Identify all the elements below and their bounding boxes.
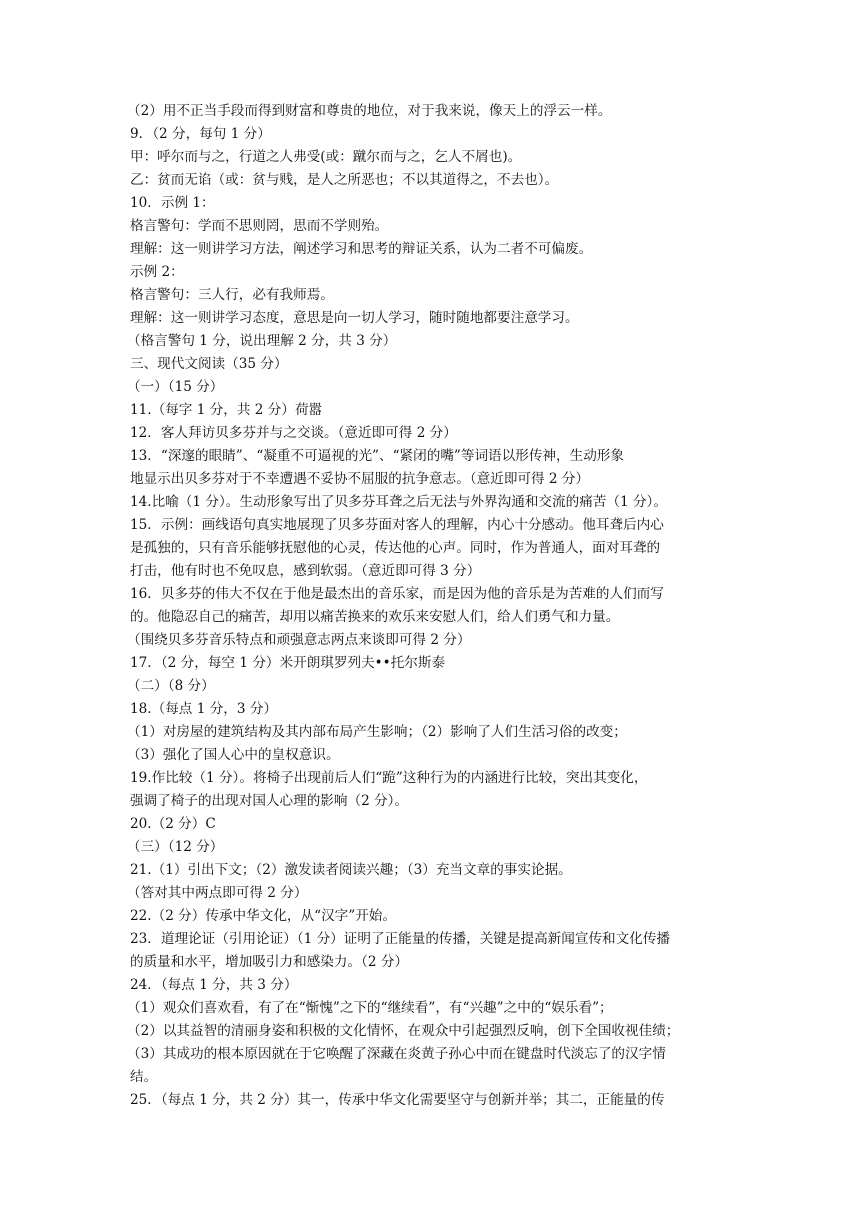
text-line: 示例 2：	[130, 264, 184, 280]
text-line: 12．客人拜访贝多芬并与之交谈。（意近即可得 2 分）	[130, 425, 457, 441]
text-line: 24．（每点 1 分，共 3 分）	[130, 977, 298, 993]
answer-document	[127, 100, 740, 1112]
text-line: 21.（1）引出下文；（2）激发读者阅读兴趣；（3）充当文章的事实论据。	[130, 862, 572, 878]
text-line: 14.比喻（1 分）。生动形象写出了贝多芬耳聋之后无法与外界沟通和交流的痛苦（1 分）。	[130, 494, 667, 510]
text-line: 22.（2 分）传承中华文化，从“汉字”开始。	[130, 908, 396, 924]
text-line: 是孤独的，只有音乐能够抚慰他的心灵，传达他的心声。同时，作为普通人，面对耳聋的	[130, 540, 661, 556]
text-line: （1）对房屋的建筑结构及其内部布局产生影响；（2）影响了人们生活习俗的改变；	[127, 724, 627, 740]
text-line: 23．道理论证（引用论证）（1 分）证明了正能量的传播，关键是提高新闻宣传和文化传播	[130, 931, 671, 947]
text-line: 11.（每字 1 分，共 2 分）荷嚣	[130, 402, 323, 418]
text-line: 20.（2 分）C	[130, 816, 216, 832]
text-line: 乙：贫而无谄（或：贫与贱，是人之所恶也；不以其道得之，不去也）。	[130, 172, 559, 188]
text-line: 19.作比较（1 分）。将椅子出现前后人们“跪”这种行为的内涵进行比较，突出其变化，	[130, 770, 648, 786]
section-heading: 三、现代文阅读（35 分）	[130, 356, 288, 372]
text-line: 地显示出贝多芬对于不幸遭遇不妥协不屈服的抗争意志。（意近即可得 2 分）	[130, 471, 590, 487]
text-line: （2）以其益智的清丽身姿和积极的文化情怀，在观众中引起强烈反响，创下全国收视佳绩；	[127, 1023, 680, 1039]
text-line: 16．贝多芬的伟大不仅在于他是最杰出的音乐家，而是因为他的音乐是为苦难的人们而写	[130, 586, 664, 602]
text-line: 的。他隐忍自己的痛苦，却用以痛苦换来的欢乐来安慰人们，给人们勇气和力量。	[130, 609, 620, 625]
text-line: 18.（每点 1 分，3 分）	[130, 701, 278, 717]
subsection-heading: （二）（8 分）	[127, 678, 215, 694]
text-line: （2）用不正当手段而得到财富和尊贵的地位，对于我来说，像天上的浮云一样。	[127, 103, 612, 119]
text-line: 17．（2 分，每空 1 分）米开朗琪罗列夫••托尔斯泰	[130, 655, 446, 671]
text-line: 9．（2 分，每句 1 分）	[130, 126, 271, 142]
text-line: 15．示例：画线语句真实地展现了贝多芬面对客人的理解，内心十分感动。他耳聋后内心	[130, 517, 664, 533]
text-line: 强调了椅子的出现对国人心理的影响（2 分）。	[130, 793, 409, 809]
text-line: 结。	[130, 1069, 158, 1085]
text-line: （围绕贝多芬音乐特点和顽强意志两点来谈即可得 2 分）	[127, 632, 471, 648]
text-line: 10．示例 1：	[130, 195, 215, 211]
text-line: 理解：这一则讲学习方法，阐述学习和思考的辩证关系，认为二者不可偏废。	[130, 241, 593, 257]
text-line: （格言警句 1 分，说出理解 2 分，共 3 分）	[127, 333, 397, 349]
text-line: 理解：这一则讲学习态度，意思是向一切人学习，随时随地都要注意学习。	[130, 310, 579, 326]
text-line: （3）强化了国人心中的皇权意识。	[127, 747, 340, 763]
text-line: 格言警句：学而不思则罔，思而不学则殆。	[130, 218, 389, 234]
text-line: （1）观众们喜欢看，有了在“惭愧”之下的“继续看”，有“兴趣”之中的“娱乐看”；	[127, 1000, 613, 1016]
text-line: （答对其中两点即可得 2 分）	[127, 885, 308, 901]
text-line: 格言警句：三人行，必有我师焉。	[130, 287, 334, 303]
text-line: （3）其成功的根本原因就在于它唤醒了深藏在炎黄子孙心中而在键盘时代淡忘了的汉字情	[127, 1046, 666, 1062]
text-line: 甲：呼尔而与之，行道之人弗受(或：蹴尔而与之，乞人不屑也)。	[130, 149, 522, 165]
text-line: 13．“深邃的眼睛”、“凝重不可逼视的光”、“紧闭的嘴”等词语以形传神，生动形象	[130, 448, 624, 464]
subsection-heading: （一）（15 分）	[127, 379, 224, 395]
subsection-heading: （三）（12 分）	[127, 839, 224, 855]
text-line: 25．（每点 1 分，共 2 分）其一，传承中华文化需要坚守与创新并举；其二，正能量的传	[130, 1092, 665, 1108]
text-line: 打击，他有时也不免叹息，感到软弱。（意近即可得 3 分）	[130, 563, 481, 579]
text-line: 的质量和水平，增加吸引力和感染力。（2 分）	[130, 954, 409, 970]
